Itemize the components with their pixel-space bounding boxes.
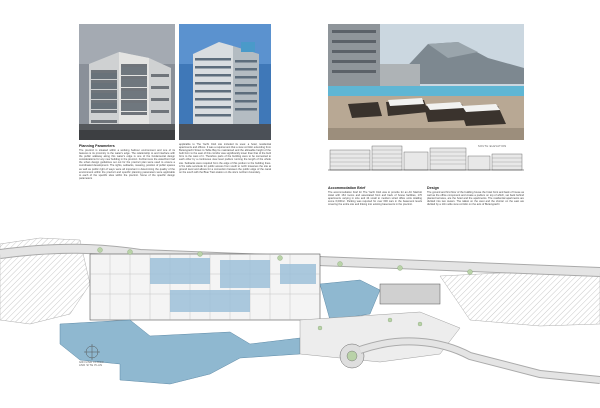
design-heading: Design [427,186,439,190]
photo-pool-deck-graphic [328,24,524,140]
planning-text-col2: applicable to The Yacht Club site included its uses: a hotel, residential apartments and offices. It was a requirement that a view corridor extending from Buitengracht Street to Table Bay be maintained and the allowable height of the built form to the east of this corridor was significantly lower than that of the built form to the west of it. Therefore parts of the building were to be connected to each other by a continuous view level podium running the length of the whole site. Setbacks were required from the edge of this podium to the building lines. A 5m wide servitude for public access from south to north traverses the site at ground level and allows for a connection between the public edge of the canal on the south with the Blue Train station on the site's northern boundary. [179,143,271,174]
planning-text-col1: The precinct is situated within a working harbour environment and one of its features is its proximity to the water's edge. The relationship to and interface with the public walkway along this water's edge is one of the fundamental design considerations for any new building in the precinct. Furthermore the waterfront had the urban design guidelines set out for the precinct plan were used to ensure a coordinated development. The rights, setbacks, massing, position of public spaces as well as public right of ways were all important in determining the quality of the environment within the precinct and specific planning parameters were applicable to each of the specific sites within the precinct. Some of the specific design parameters [79,149,175,180]
photo-building-corner [79,24,175,140]
photo-pool-deck [328,24,524,140]
site-plan-label-line2: AND SITE PLAN [79,364,103,368]
design-text: The ground and first floor of the building house the hotel front and back of house as well as the office component and create a podium on top of which, set back behind planted terraces, are the hotel and the apartments. The residential apartments are divided into two towers. The tallest on the west and the shorter on the east are divided by a 13m wide view corridor on the axis of Buitengracht [427,191,524,207]
accommodation-text: The accommodation brief for The Yacht Club was to provide for an AC Marriott Hotel with 164 rooms and associated front and back of house facilities, 170 apartments varying in size and 44 small to medium sized office units totalling some 6,000m². Parking was required for over 600 cars in the basement levels covering the entire site and linking into existing basements in the precinct. [328,191,422,207]
ground-floor-site-plan [0,224,600,394]
south-elevation-drawing [328,144,524,174]
planning-heading: Planning Parameters [79,144,115,148]
site-plan-label-line1: GROUND FLOOR [79,361,104,364]
site-plan-label [79,361,104,368]
photo-building-corner-graphic [79,24,175,140]
south-elevation-label: SOUTH ELEVATION [478,145,507,148]
photo-tower-blue-sky [179,24,271,140]
photo-tower-blue-sky-graphic [179,24,271,140]
site-plan-graphic [0,224,600,394]
accommodation-heading: Accommodation Brief [328,186,366,190]
south-elevation-graphic [328,144,524,174]
